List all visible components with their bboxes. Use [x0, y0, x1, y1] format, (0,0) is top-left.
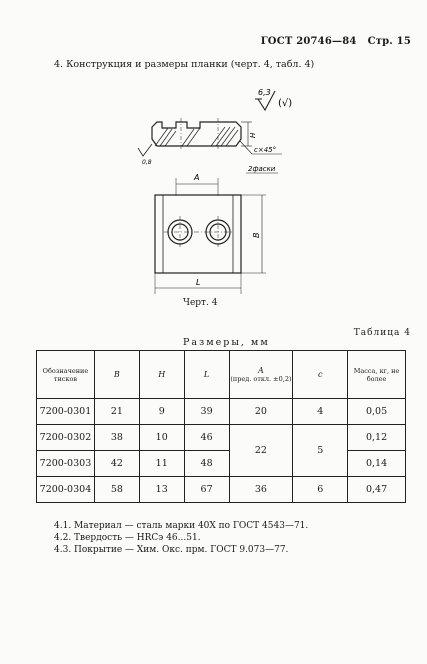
cell-B: 42: [94, 451, 139, 477]
dim-B-label: B: [252, 232, 261, 238]
cell-c: 6: [293, 477, 348, 503]
roughness-symbol: [255, 88, 292, 110]
cell-B: 21: [94, 399, 139, 425]
dim-L-label: L: [196, 278, 201, 287]
cell-c: 5: [293, 425, 348, 477]
cell-mass: 0,05: [348, 399, 406, 425]
cell-mass: 0,12: [348, 425, 406, 451]
cell-c: 4: [293, 399, 348, 425]
table-row: [37, 425, 406, 451]
cell-B: 58: [94, 477, 139, 503]
note-hardness: 4.2. Твердость — HRCэ 46...51.: [54, 533, 201, 543]
cell-L: 46: [184, 425, 229, 451]
section-view: [138, 118, 282, 173]
table-row: [37, 477, 406, 503]
header-A-symbol: A: [258, 365, 264, 375]
section-title: 4. Конструкция и размеры планки (черт. 4, табл. 4): [54, 59, 315, 70]
chamfer-note: 2фаски: [248, 165, 276, 173]
roughness-small: 0,8: [142, 159, 152, 166]
cell-mass: 0,14: [348, 451, 406, 477]
table-row: [37, 451, 406, 477]
cell-L: 48: [184, 451, 229, 477]
table-title: Размеры, мм: [183, 337, 270, 348]
notes: [54, 520, 308, 556]
cell-H: 10: [139, 425, 184, 451]
cell-L: 67: [184, 477, 229, 503]
header-L: L: [184, 351, 229, 399]
standard-number: ГОСТ 20746—84: [260, 36, 357, 47]
header-c: c: [293, 351, 348, 399]
plan-view: [155, 173, 266, 294]
page-number: Стр. 15: [367, 36, 411, 47]
note-material: 4.1. Материал — сталь марки 40Х по ГОСТ 4543—71.: [54, 521, 309, 531]
header-A-note: (пред. откл. ±0,2): [230, 374, 292, 383]
header-B: B: [94, 351, 139, 399]
cell-A: 20: [229, 399, 293, 425]
cell-H: 9: [139, 399, 184, 425]
cell-H: 11: [139, 451, 184, 477]
header-H: H: [139, 351, 184, 399]
header-A: [229, 351, 293, 399]
cell-A: 22: [229, 425, 293, 477]
figure-caption: Черт. 4: [183, 298, 218, 308]
roughness-value: 6,3: [258, 88, 271, 97]
note-coating: 4.3. Покрытие — Хим. Окс. прм. ГОСТ 9.073—77.: [54, 545, 289, 555]
header-designation: Обозначение тисков: [37, 351, 95, 399]
table-header-row: [37, 351, 406, 399]
chamfer-label: c×45°: [254, 146, 277, 154]
dim-A-label: A: [194, 173, 200, 182]
header-mass: Масса, кг, не более: [348, 351, 406, 399]
cell-designation: 7200-0302: [37, 425, 95, 451]
roughness-note: (√): [278, 98, 293, 109]
technical-drawing: [0, 0, 427, 320]
cell-L: 39: [184, 399, 229, 425]
cell-designation: 7200-0301: [37, 399, 95, 425]
table-row: [37, 399, 406, 425]
cell-mass: 0,47: [348, 477, 406, 503]
cell-designation: 7200-0303: [37, 451, 95, 477]
dimensions-table: [36, 350, 406, 503]
dim-H-label: H: [249, 132, 257, 138]
cell-A: 36: [229, 477, 293, 503]
cell-H: 13: [139, 477, 184, 503]
cell-designation: 7200-0304: [37, 477, 95, 503]
cell-B: 38: [94, 425, 139, 451]
table-label: Таблица 4: [353, 328, 411, 338]
